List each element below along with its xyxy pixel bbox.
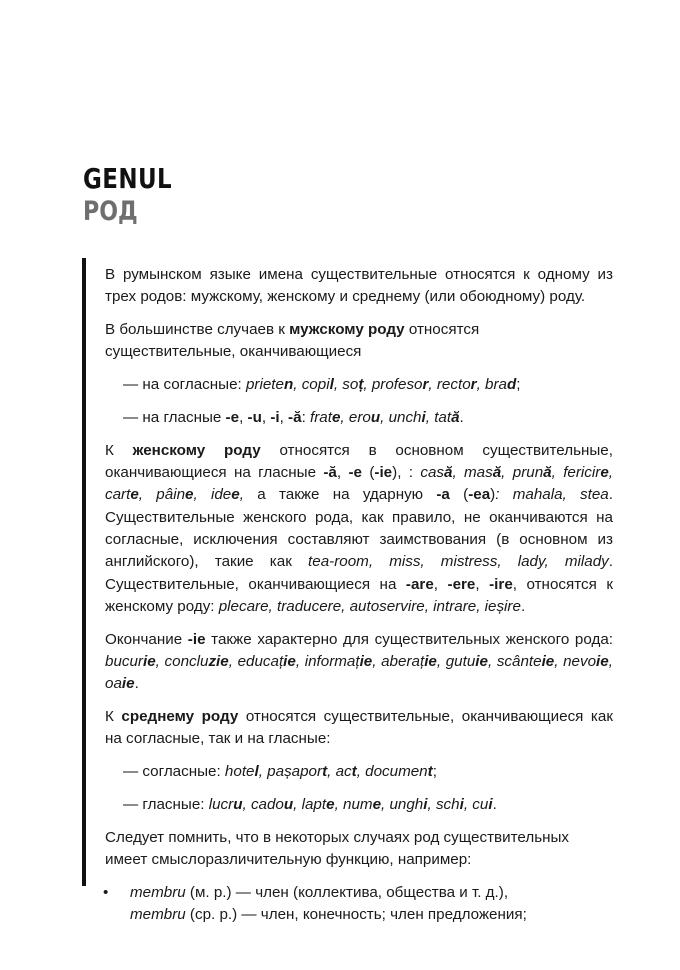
emphasis-italic: , — [333, 376, 343, 394]
emphasis-bold: -ea — [468, 486, 491, 504]
emphasis-italic: aberaț — [381, 652, 425, 670]
emphasis-bold: -ere — [447, 575, 476, 593]
emphasis-italic: tea-room, miss, mistress, lady, milady — [308, 553, 609, 571]
emphasis-italic: priete — [245, 376, 284, 394]
emphasis-italic: profeso — [371, 376, 423, 394]
emphasis-bold: ie — [475, 652, 488, 670]
emphasis-bold: i — [421, 408, 426, 426]
emphasis-italic: so — [342, 376, 359, 394]
paragraph-feminine — [105, 440, 613, 618]
emphasis-italic: hote — [224, 763, 255, 781]
emphasis-italic: pașapor — [267, 763, 323, 781]
emphasis-bold: -ie — [374, 464, 393, 482]
emphasis-bold: ie — [596, 652, 609, 670]
text-run: . Существительные женского рода, как правило, не оканчиваются на согласные, исключения составляют заимствования (в основном из английского), такие как — [105, 486, 613, 571]
text-run: : — [301, 408, 311, 426]
emphasis-italic: pâin — [156, 486, 186, 504]
emphasis-italic: num — [343, 795, 373, 813]
masculine-vowels-line — [105, 407, 613, 429]
emphasis-bold: -u — [247, 408, 262, 426]
text-run: также характерно для существительных женского рода: — [205, 630, 614, 648]
emphasis-bold: u — [233, 795, 243, 813]
emphasis-italic: cado — [250, 795, 284, 813]
text-run: , — [336, 464, 349, 482]
emphasis-bold: ie — [143, 652, 156, 670]
text-run: , — [475, 575, 490, 593]
emphasis-italic: , — [138, 486, 157, 504]
emphasis-italic: , — [258, 763, 268, 781]
emphasis-italic: ungh — [389, 795, 424, 813]
text-run: (ср. р.) — член, конечность; член предложения; — [185, 906, 527, 924]
emphasis-italic: plecare, traducere, autoservire, intrare, ieșire — [218, 597, 521, 615]
example-line-masculine — [130, 882, 613, 904]
emphasis-italic: documen — [365, 763, 428, 781]
emphasis-bold: -e — [225, 408, 240, 426]
emphasis-italic: , — [228, 652, 238, 670]
emphasis-bold: i — [423, 795, 428, 813]
emphasis-bold: ie — [424, 652, 437, 670]
text-run: , — [433, 575, 448, 593]
emphasis-bold: -i — [270, 408, 280, 426]
emphasis-bold: e — [231, 486, 240, 504]
emphasis-italic: , — [293, 376, 302, 394]
emphasis-italic: , — [327, 763, 336, 781]
paragraph-ie-ending — [105, 629, 613, 696]
emphasis-italic: , — [363, 376, 372, 394]
emphasis-italic: , — [501, 464, 513, 482]
text-run: ), : — [392, 464, 421, 482]
emphasis-bold: n — [283, 376, 294, 394]
emphasis-bold: ă — [543, 464, 552, 482]
emphasis-bold: -ire — [489, 575, 513, 593]
masculine-consonants-line — [105, 374, 613, 396]
neuter-consonants-line — [105, 761, 613, 783]
text-run: . — [492, 795, 497, 813]
emphasis-italic: , — [239, 486, 258, 504]
emphasis-italic: , — [452, 464, 465, 482]
emphasis-italic: membru — [130, 906, 186, 924]
emphasis-bold: d — [506, 376, 517, 394]
emphasis-italic: , — [428, 376, 437, 394]
emphasis-italic: , — [293, 795, 302, 813]
emphasis-italic: scânte — [496, 652, 542, 670]
emphasis-bold: ț — [358, 376, 364, 394]
emphasis-bold: zie — [208, 652, 229, 670]
emphasis-italic: conclu — [164, 652, 209, 670]
example-list-item — [105, 882, 613, 927]
emphasis-bold: u — [370, 408, 381, 426]
emphasis-bold: u — [283, 795, 294, 813]
emphasis-italic: , — [487, 652, 497, 670]
text-run: , — [239, 408, 248, 426]
emphasis-bold: e — [372, 795, 382, 813]
text-run: — на согласные: — [123, 376, 246, 394]
emphasis-italic: , — [608, 652, 613, 670]
emphasis-italic: , — [380, 408, 389, 426]
emphasis-bold: l — [254, 763, 259, 781]
emphasis-italic: membru — [130, 883, 186, 901]
emphasis-italic: cart — [105, 486, 131, 504]
emphasis-bold: женскому роду — [132, 441, 261, 459]
emphasis-italic: , — [381, 795, 390, 813]
emphasis-italic: frat — [310, 408, 332, 426]
section-vertical-rule — [82, 258, 86, 886]
text-run: , — [279, 408, 289, 426]
text-run: — гласные: — [123, 795, 209, 813]
emphasis-bold: -ie — [187, 630, 206, 648]
emphasis-italic: ide — [210, 486, 232, 504]
emphasis-bold: e — [326, 795, 335, 813]
emphasis-italic: recto — [436, 376, 471, 394]
emphasis-bold: r — [422, 376, 429, 394]
text-run: — согласные: — [123, 763, 225, 781]
emphasis-bold: e — [185, 486, 194, 504]
bullet-icon: • — [103, 883, 109, 901]
paragraph-neuter — [105, 706, 613, 751]
text-run: . — [134, 675, 139, 693]
emphasis-italic: mas — [464, 464, 493, 482]
text-run: , относятся к женскому роду: — [105, 575, 613, 615]
emphasis-bold: t — [427, 763, 433, 781]
emphasis-italic: , — [340, 408, 349, 426]
text-run: ; — [516, 376, 521, 394]
text-run: а также на ударную — [257, 486, 437, 504]
emphasis-italic: tat — [434, 408, 452, 426]
emphasis-bold: ă — [451, 408, 460, 426]
text-run: . Существительные, оканчивающиеся на — [105, 553, 613, 593]
emphasis-italic: , — [608, 464, 613, 482]
emphasis-italic: , — [334, 795, 344, 813]
text-run: , — [261, 408, 271, 426]
text-run: . — [459, 408, 464, 426]
emphasis-bold: ie — [283, 652, 296, 670]
emphasis-bold: i — [459, 795, 464, 813]
emphasis-italic: , — [551, 464, 564, 482]
text-run: относятся существительные, оканчивающиеся — [105, 321, 480, 361]
emphasis-italic: ero — [348, 408, 371, 426]
text-run: относятся в основном существительные, оканчивающиеся на гласные — [105, 441, 613, 482]
emphasis-bold: ă — [443, 464, 453, 482]
emphasis-bold: мужскому роду — [289, 321, 405, 339]
example-line-neuter — [130, 904, 613, 926]
text-run: (м. р.) — член (коллектива, общества и т. д.), — [185, 883, 509, 901]
emphasis-italic: , — [372, 652, 382, 670]
emphasis-bold: e — [331, 408, 341, 426]
emphasis-italic: , — [356, 763, 366, 781]
emphasis-italic: bucur — [105, 652, 143, 670]
text-run: ) — [490, 486, 496, 504]
emphasis-italic: , — [193, 486, 211, 504]
chapter-heading — [83, 163, 192, 227]
emphasis-italic: cu — [472, 795, 489, 813]
paragraph-masculine — [105, 319, 613, 364]
emphasis-bold: -e — [348, 464, 362, 482]
paragraph-meaning-note — [105, 827, 613, 872]
text-run: ( — [361, 464, 375, 482]
text-run: относятся существительные, оканчивающиеся как на согласные, так и на гласные: — [105, 708, 613, 748]
emphasis-italic: copi — [301, 376, 330, 394]
text-run: В большинстве случаев к — [105, 321, 290, 339]
emphasis-bold: e — [130, 486, 139, 504]
emphasis-italic: , — [295, 652, 305, 670]
emphasis-italic: , — [242, 795, 251, 813]
emphasis-italic: educaț — [237, 652, 284, 670]
emphasis-italic: , — [427, 795, 436, 813]
emphasis-italic: , — [463, 795, 473, 813]
emphasis-italic: bra — [485, 376, 507, 394]
emphasis-bold: ă — [492, 464, 502, 482]
emphasis-bold: l — [329, 376, 334, 394]
emphasis-italic: nevo — [563, 652, 597, 670]
emphasis-bold: -are — [405, 575, 434, 593]
emphasis-italic: sch — [435, 795, 460, 813]
emphasis-italic: prun — [512, 464, 544, 482]
emphasis-bold: t — [351, 763, 357, 781]
section-body — [105, 264, 613, 926]
emphasis-bold: -ă — [323, 464, 337, 482]
emphasis-bold: t — [322, 763, 328, 781]
emphasis-bold: -a — [436, 486, 450, 504]
emphasis-italic: , — [155, 652, 165, 670]
emphasis-italic: gutu — [445, 652, 476, 670]
neuter-vowels-line — [105, 794, 613, 816]
emphasis-italic: , — [436, 652, 446, 670]
emphasis-bold: ie — [121, 675, 135, 693]
emphasis-bold: i — [488, 795, 493, 813]
text-run: — на гласные — [123, 408, 226, 426]
emphasis-italic: : mahala, stea — [495, 486, 609, 504]
chapter-title-russian: РОД — [83, 196, 138, 228]
emphasis-italic: oa — [105, 675, 122, 693]
paragraph-intro — [105, 264, 613, 309]
text-run: Следует помнить, что в некоторых случаях род существительных имеет смыслоразличительную функцию, например: — [105, 828, 570, 869]
emphasis-bold: ie — [541, 652, 555, 670]
emphasis-italic: , — [554, 652, 564, 670]
emphasis-bold: -ă — [288, 408, 302, 426]
chapter-title-romanian: GENUL — [83, 162, 173, 195]
text-run: . — [520, 597, 526, 615]
text-run: ; — [432, 763, 437, 781]
emphasis-italic: , — [425, 408, 435, 426]
emphasis-bold: r — [470, 376, 477, 394]
text-run: ( — [449, 486, 469, 504]
emphasis-italic: , — [476, 376, 486, 394]
text-run: Окончание — [105, 630, 188, 648]
emphasis-italic: lapt — [301, 795, 327, 813]
emphasis-italic: lucr — [208, 795, 234, 813]
text-run: В румынском языке имена существительные относятся к одному из трех родов: мужскому, женскому и среднему (или обоюдному) роду. — [105, 266, 613, 306]
emphasis-italic: unch — [388, 408, 422, 426]
emphasis-bold: ie — [359, 652, 373, 670]
emphasis-bold: среднему роду — [121, 708, 239, 726]
text-run: К — [105, 708, 122, 726]
emphasis-italic: cas — [420, 464, 444, 482]
text-run: К — [105, 441, 133, 459]
emphasis-italic: fericir — [563, 464, 601, 482]
emphasis-italic: informaț — [304, 652, 360, 670]
emphasis-italic: ac — [335, 763, 352, 781]
emphasis-bold: e — [600, 464, 609, 482]
